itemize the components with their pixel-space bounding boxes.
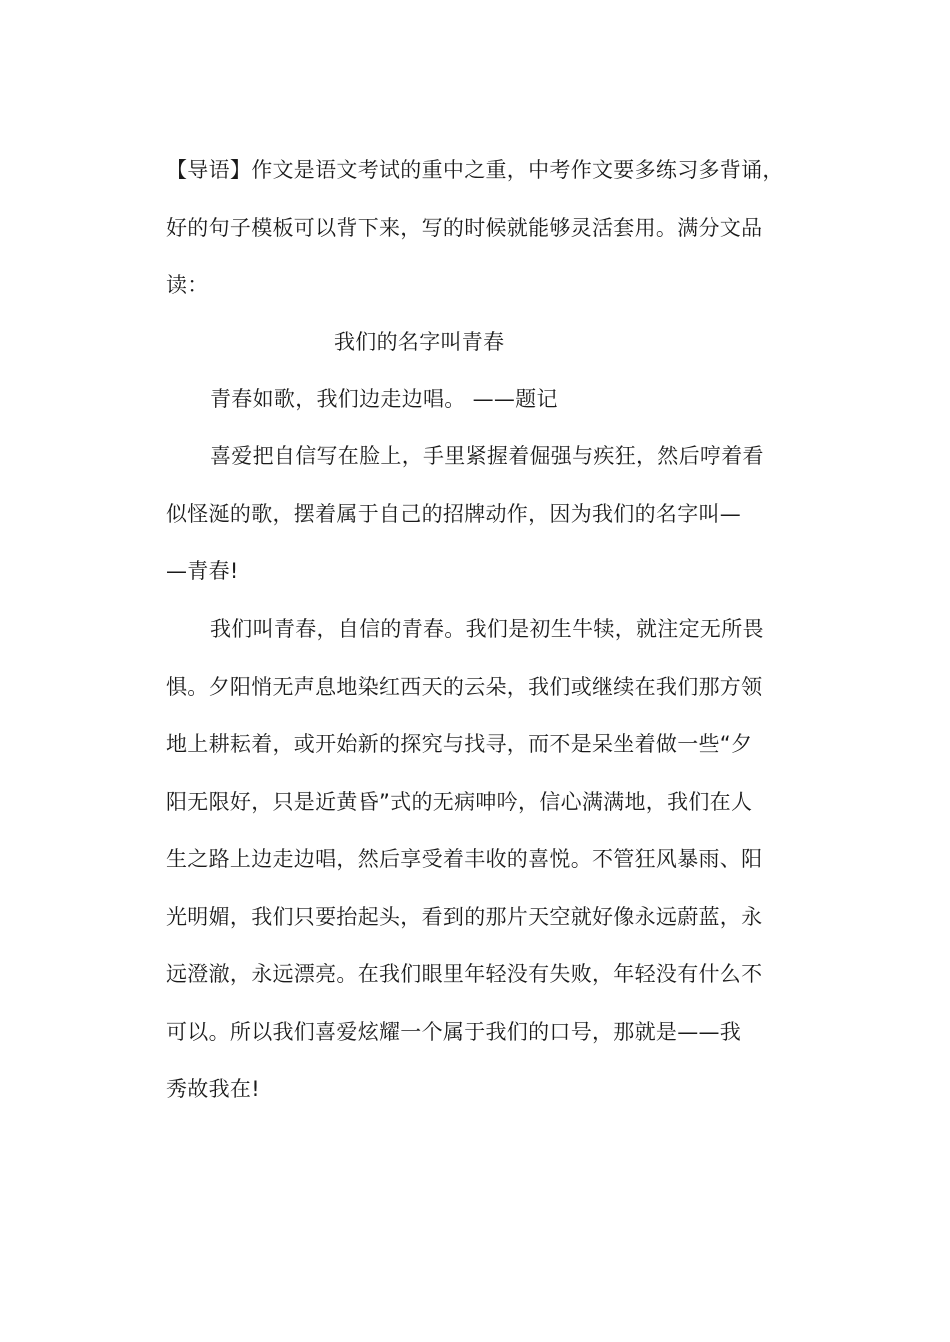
intro-paragraph [166,142,788,315]
paragraph-line: 远澄澈，永远漂亮。在我们眼里年轻没有失败，年轻没有什么不 [166,962,763,986]
paragraph-line: 光明媚，我们只要抬起头，看到的那片天空就好像永远蔚蓝，永 [166,904,763,929]
paragraph-line: 惧。夕阳悄无声息地染红西天的云朵，我们或继续在我们那方领 [166,674,763,699]
epigraph-line: 青春如歌，我们边走边唱。 ——题记 [210,387,558,411]
paragraph-line: 生之路上边走边唱，然后享受着丰收的喜悦。不管狂风暴雨、阳 [166,847,763,871]
intro-line: 好的句子模板可以背下来，写的时候就能够灵活套用。满分文品 [166,215,763,240]
paragraph-line: 秀故我在! [166,1077,260,1101]
intro-line: 【导语】作文是语文考试的重中之重，中考作文要多练习多背诵， [166,158,784,182]
paragraph-line: 我们叫青春，自信的青春。我们是初生牛犊，就注定无所畏 [210,617,764,641]
paragraph-line: 可以。所以我们喜爱炫耀一个属于我们的口号，那就是——我 [166,1019,742,1044]
essay-paragraph-1 [166,428,788,601]
intro-line: 读： [166,273,209,297]
paragraph-line: 似怪涎的歌，摆着属于自己的招牌动作，因为我们的名字叫— [166,501,742,526]
paragraph-line: 地上耕耘着，或开始新的探究与找寻，而不是呆坐着做一些“夕 [166,732,753,756]
essay-paragraph-2 [166,601,788,1119]
essay-epigraph [166,371,788,429]
paragraph-line: —青春! [166,559,239,583]
essay-title: 我们的名字叫青春 [334,330,505,354]
paragraph-line: 阳无限好，只是近黄昏”式的无病呻吟，信心满满地，我们在人 [166,789,753,814]
paragraph-line: 喜爱把自信写在脸上，手里紧握着倔强与疾狂，然后哼着看 [210,444,764,468]
